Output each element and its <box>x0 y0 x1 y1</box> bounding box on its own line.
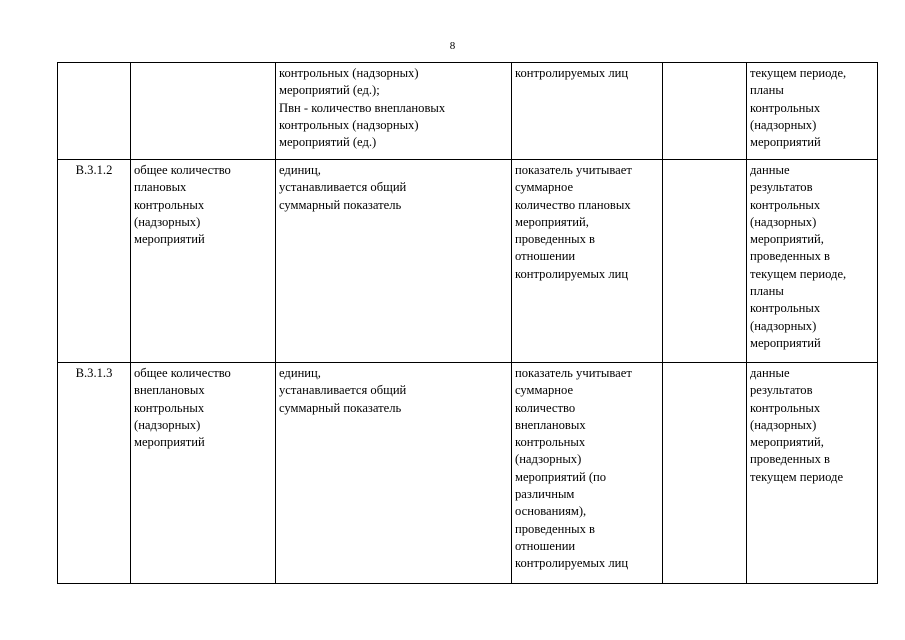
indicators-table <box>57 62 878 584</box>
data-source-cell: текущем периоде, планы контрольных (надзорных) мероприятий <box>747 63 878 160</box>
indicator-name-cell: общее количество плановых контрольных (надзорных) мероприятий <box>131 160 276 363</box>
table-row <box>58 63 878 160</box>
extra-cell <box>663 63 747 160</box>
calculation-formula-cell: единиц, устанавливается общий суммарный показатель <box>276 160 512 363</box>
extra-cell <box>663 160 747 363</box>
comment-cell: показатель учитывает суммарное количество плановых мероприятий, проведенных в отношении контролируемых лиц <box>512 160 663 363</box>
table-row <box>58 363 878 584</box>
comment-cell: показатель учитывает суммарное количество внеплановых контрольных (надзорных) мероприятий (по различным основаниям), проведенных в отношении контролируемых лиц <box>512 363 663 584</box>
table-row <box>58 160 878 363</box>
indicator-code-cell: В.3.1.2 <box>58 160 131 363</box>
indicator-code-cell <box>58 63 131 160</box>
page-number: 8 <box>449 40 456 52</box>
comment-cell: контролируемых лиц <box>512 63 663 160</box>
indicator-name-cell <box>131 63 276 160</box>
data-source-cell: данные результатов контрольных (надзорных) мероприятий, проведенных в текущем периоде, планы контрольных (надзорных) мероприятий <box>747 160 878 363</box>
extra-cell <box>663 363 747 584</box>
calculation-formula-cell: контрольных (надзорных) мероприятий (ед.); Пвн - количество внеплановых контрольных (надзорных) мероприятий (ед.) <box>276 63 512 160</box>
indicator-name-cell: общее количество внеплановых контрольных (надзорных) мероприятий <box>131 363 276 584</box>
calculation-formula-cell: единиц, устанавливается общий суммарный показатель <box>276 363 512 584</box>
indicator-code-cell: В.3.1.3 <box>58 363 131 584</box>
data-source-cell: данные результатов контрольных (надзорных) мероприятий, проведенных в текущем периоде <box>747 363 878 584</box>
